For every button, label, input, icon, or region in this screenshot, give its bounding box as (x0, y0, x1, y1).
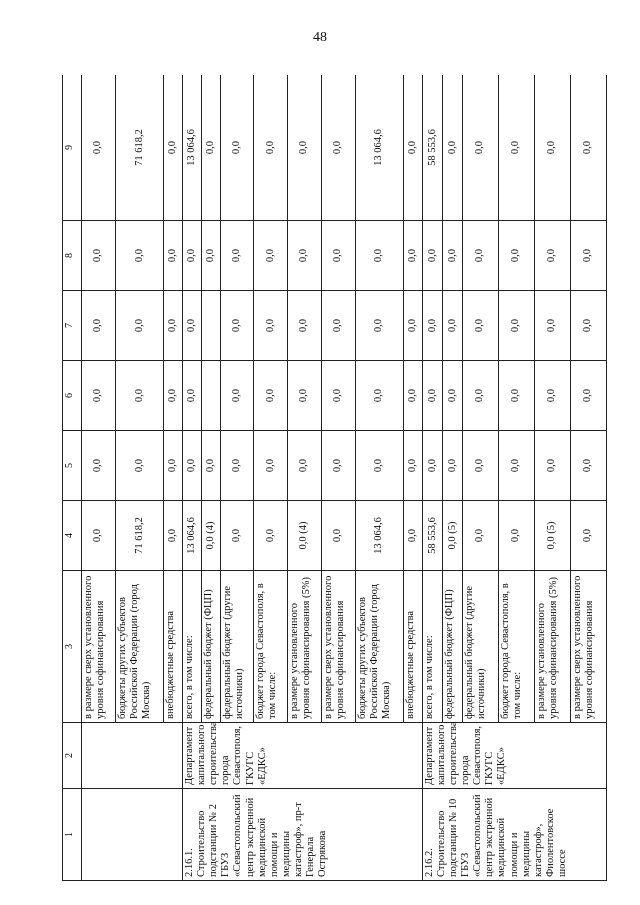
value-cell: 0,0 (443, 221, 463, 291)
value-cell: 0,0 (288, 75, 322, 221)
value-cell: 0,0 (321, 501, 355, 571)
value-cell: 0,0 (443, 291, 463, 361)
value-cell: 0,0 (463, 361, 499, 431)
value-cell: 0,0 (4) (288, 501, 322, 571)
value-cell: 0,0 (254, 431, 288, 501)
value-cell: 71 618,2 (115, 75, 164, 221)
source-cell: в размере установленного уровня софинансирования (5%) (288, 571, 322, 723)
value-cell: 0,0 (183, 361, 202, 431)
value-cell (201, 291, 220, 361)
value-cell: 0,0 (183, 291, 202, 361)
value-cell: 0,0 (164, 361, 183, 431)
item-name-cell: 2.16.1. Строительство подстанции № 2 ГБУЗ «Севастопольский центр экстренной медицинской помощи и медицины катастроф», пр-т Генерала Острякова (183, 789, 423, 881)
value-cell: 0,0 (355, 431, 404, 501)
value-cell: 0,0 (254, 361, 288, 431)
value-cell: 0,0 (164, 431, 183, 501)
value-cell: 0,0 (82, 501, 116, 571)
value-cell: 0,0 (82, 221, 116, 291)
value-cell: 0,0 (534, 75, 570, 221)
value-cell: 0,0 (443, 75, 463, 221)
value-cell: 0,0 (321, 431, 355, 501)
source-cell: бюджеты других субъектов Российской Федерации (город Москва) (115, 571, 164, 723)
value-cell: 0,0 (498, 361, 534, 431)
value-cell: 0,0 (220, 361, 254, 431)
value-cell: 0,0 (534, 431, 570, 501)
value-cell: 0,0 (321, 75, 355, 221)
value-cell: 0,0 (404, 431, 423, 501)
header-cell: 6 (63, 361, 82, 431)
value-cell: 0,0 (404, 221, 423, 291)
value-cell: 0,0 (570, 221, 606, 291)
value-cell: 0,0 (498, 291, 534, 361)
value-cell: 0,0 (404, 75, 423, 221)
rotated-table-wrapper (62, 75, 607, 881)
value-cell: 0,0 (570, 291, 606, 361)
source-cell: в размере сверх установленного уровня софинансирования (321, 571, 355, 723)
value-cell: 0,0 (404, 501, 423, 571)
header-cell: 5 (63, 431, 82, 501)
value-cell: 0,0 (355, 221, 404, 291)
item-name-cell (82, 789, 183, 881)
value-cell: 0,0 (201, 75, 220, 221)
source-cell: всего, в том числе: (423, 571, 443, 723)
header-row (63, 75, 82, 881)
value-cell: 58 553,6 (423, 75, 443, 221)
header-cell: 2 (63, 723, 82, 789)
value-cell: 0,0 (201, 431, 220, 501)
source-cell: всего, в том числе: (183, 571, 202, 723)
value-cell: 0,0 (423, 291, 443, 361)
value-cell: 0,0 (463, 291, 499, 361)
financing-table (62, 75, 607, 881)
value-cell: 0,0 (254, 221, 288, 291)
header-cell: 4 (63, 501, 82, 571)
source-cell: федеральный бюджет (другие источники) (463, 571, 499, 723)
table-row (423, 75, 443, 881)
source-cell: бюджет города Севастополя, в том числе: (254, 571, 288, 723)
source-cell: в размере сверх установленного уровня софинансирования (570, 571, 606, 723)
value-cell: 0,0 (423, 361, 443, 431)
value-cell: 0,0 (498, 501, 534, 571)
value-cell: 0,0 (115, 431, 164, 501)
value-cell: 0,0 (164, 221, 183, 291)
value-cell: 0,0 (220, 431, 254, 501)
value-cell: 0,0 (220, 75, 254, 221)
value-cell: 71 618,2 (115, 501, 164, 571)
value-cell: 0,0 (164, 291, 183, 361)
value-cell: 0,0 (288, 221, 322, 291)
value-cell: 0,0 (82, 291, 116, 361)
value-cell: 13 064,6 (355, 75, 404, 221)
value-cell: 0,0 (534, 221, 570, 291)
source-cell: бюджет города Севастополя, в том числе: (498, 571, 534, 723)
source-cell: в размере сверх установленного уровня софинансирования (82, 571, 116, 723)
value-cell: 0,0 (254, 291, 288, 361)
value-cell: 0,0 (164, 501, 183, 571)
executor-cell: Департамент капитального строительства города Севастополя, ГКУГС «ЕДКС» (183, 723, 423, 789)
executor-cell (82, 723, 183, 789)
value-cell: 0,0 (463, 221, 499, 291)
value-cell: 0,0 (220, 221, 254, 291)
value-cell: 0,0 (570, 501, 606, 571)
source-cell: бюджеты других субъектов Российской Федерации (город Москва) (355, 571, 404, 723)
executor-cell: Департамент капитального строительства города Севастополя, ГКУГС «ЕДКС» (423, 723, 607, 789)
value-cell: 0,0 (254, 501, 288, 571)
table-row (183, 75, 202, 881)
source-cell: федеральный бюджет (ФЦП) (443, 571, 463, 723)
value-cell: 0,0 (534, 361, 570, 431)
value-cell: 0,0 (570, 361, 606, 431)
value-cell: 0,0 (288, 431, 322, 501)
value-cell: 0,0 (423, 431, 443, 501)
page-number: 48 (313, 30, 327, 45)
rotated-table-container (62, 75, 607, 881)
value-cell: 0,0 (443, 431, 463, 501)
value-cell: 0,0 (443, 361, 463, 431)
source-cell: внебюджетные средства (404, 571, 423, 723)
value-cell: 0,0 (570, 75, 606, 221)
value-cell: 0,0 (534, 291, 570, 361)
value-cell: 0,0 (5) (443, 501, 463, 571)
value-cell: 0,0 (82, 361, 116, 431)
value-cell: 0,0 (498, 75, 534, 221)
table-row (82, 75, 116, 881)
value-cell: 0,0 (254, 75, 288, 221)
value-cell: 0,0 (355, 291, 404, 361)
value-cell: 0,0 (404, 291, 423, 361)
value-cell: 0,0 (220, 501, 254, 571)
value-cell: 0,0 (82, 431, 116, 501)
value-cell: 0,0 (463, 501, 499, 571)
value-cell: 0,0 (201, 221, 220, 291)
value-cell: 0,0 (183, 431, 202, 501)
value-cell: 0,0 (321, 361, 355, 431)
value-cell: 0,0 (164, 75, 183, 221)
source-cell: федеральный бюджет (другие источники) (220, 571, 254, 723)
value-cell: 0,0 (115, 361, 164, 431)
value-cell: 0,0 (4) (201, 501, 220, 571)
value-cell: 13 064,6 (355, 501, 404, 571)
value-cell: 0,0 (288, 361, 322, 431)
value-cell: 0,0 (498, 431, 534, 501)
value-cell: 0,0 (115, 221, 164, 291)
item-name-cell: 2.16.2. Строительство подстанции № 10 ГБУЗ «Севастопольский центр экстренной медицинской помощи и медицины катастроф», Фиолентовское шоссе (423, 789, 607, 881)
header-cell: 3 (63, 571, 82, 723)
header-cell: 9 (63, 75, 82, 221)
value-cell: 0,0 (570, 431, 606, 501)
value-cell: 0,0 (115, 291, 164, 361)
value-cell: 0,0 (288, 291, 322, 361)
value-cell: 58 553,6 (423, 501, 443, 571)
value-cell: 0,0 (220, 291, 254, 361)
value-cell: 13 064,6 (183, 75, 202, 221)
value-cell: 0,0 (463, 75, 499, 221)
value-cell: 0,0 (183, 221, 202, 291)
value-cell: 0,0 (321, 291, 355, 361)
header-cell: 7 (63, 291, 82, 361)
source-cell: федеральный бюджет (ФЦП) (201, 571, 220, 723)
value-cell: 0,0 (82, 75, 116, 221)
header-cell: 1 (63, 789, 82, 881)
table-body (82, 75, 607, 881)
value-cell: 0,0 (355, 361, 404, 431)
header-cell: 8 (63, 221, 82, 291)
value-cell: 0,0 (5) (534, 501, 570, 571)
value-cell (201, 361, 220, 431)
source-cell: в размере установленного уровня софинансирования (5%) (534, 571, 570, 723)
value-cell: 0,0 (423, 221, 443, 291)
source-cell: внебюджетные средства (164, 571, 183, 723)
value-cell: 0,0 (404, 361, 423, 431)
value-cell: 0,0 (498, 221, 534, 291)
value-cell: 0,0 (463, 431, 499, 501)
value-cell: 0,0 (321, 221, 355, 291)
value-cell: 13 064,6 (183, 501, 202, 571)
